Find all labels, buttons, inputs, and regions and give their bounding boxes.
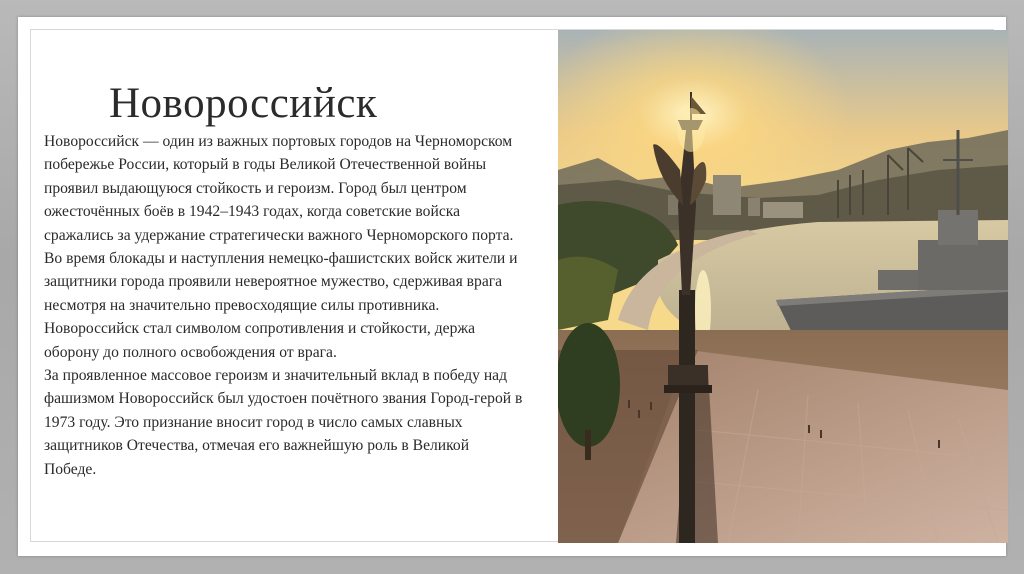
slide-frame [18, 17, 1006, 556]
paragraph-hero-city: За проявленное массовое героизм и значительный вклад в победу над фашизмом Новороссийск был удостоен почётного звания Город-герой в 1973 году. Это признание вносит город в число самых славных защитников Отечества, отмечая его важнейшую роль в Великой Победе. [44, 367, 523, 478]
novorossiysk-photo [558, 30, 1008, 543]
slide [30, 29, 994, 542]
paragraph-history: Новороссийск — один из важных портовых городов на Черноморском побережье России, который в годы Великой Отечественной войны проявил выдающуюся стойкость и героизм. Город был центром ожесточённых боёв в 1942–1943 годах, когда советские войска сражались за удержание стратегически важного Черноморского порта. Во время блокады и наступления немецко-фашистских войск жители и защитники города проявили невероятное мужество, сдерживая врага несмотря на значительно превосходящие силы противника. Новороссийск стал символом сопротивления и стойкости, держа оборону до полного освобождения от врага. [44, 133, 518, 361]
slide-title: Новороссийск [109, 80, 378, 127]
harbor-sunset-image [558, 30, 1008, 543]
slide-body-text [44, 130, 524, 481]
